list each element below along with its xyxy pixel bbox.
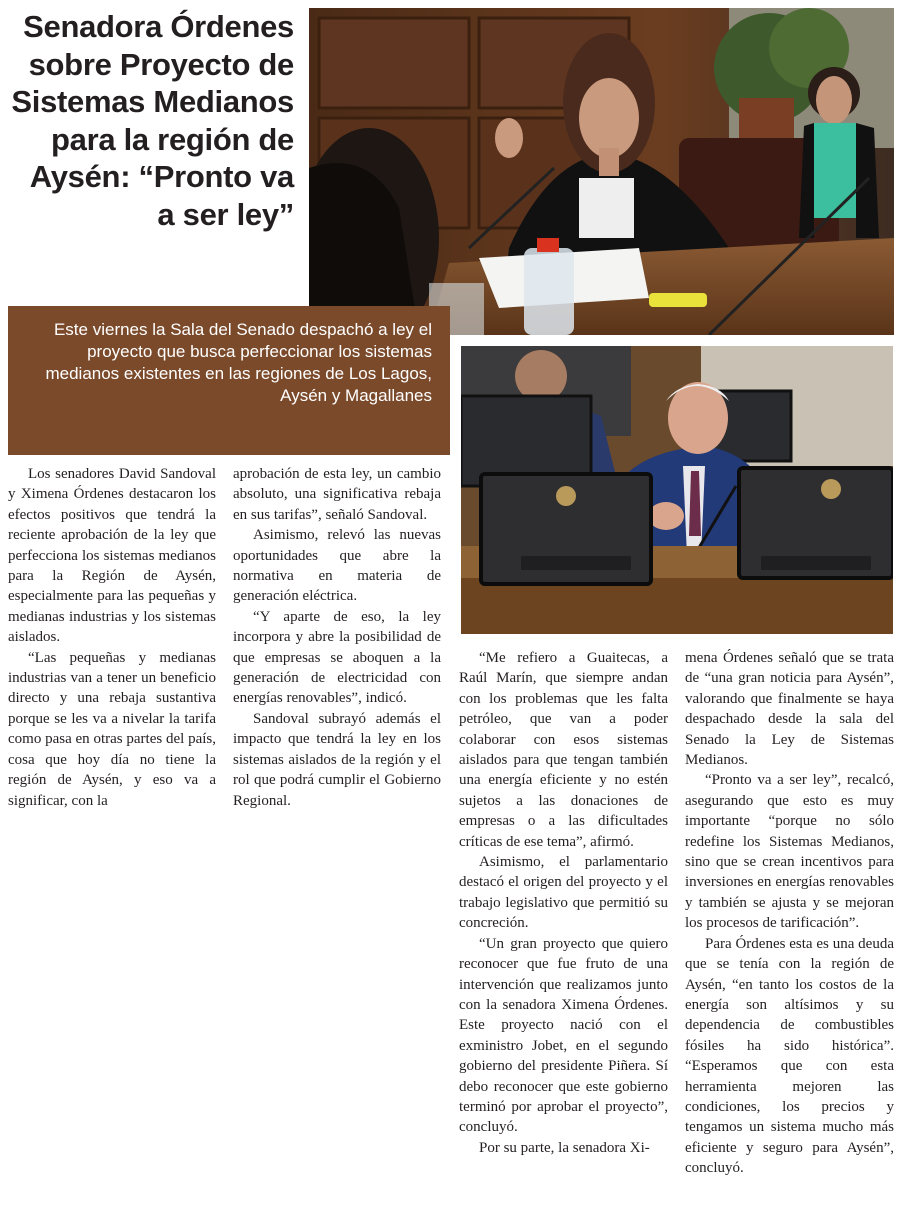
senator-sandoval-photo (461, 346, 893, 634)
paragraph: Sandoval subrayó además el impacto que tendrá la ley en los sistemas aislados de la región y el rol que podrá cumplir el Gobierno Regional. (233, 710, 441, 809)
paragraph: Asimismo, relevó las nuevas oportunidades que abre la normativa en materia de generación eléctrica. (233, 527, 441, 605)
paragraph: aprobación de esta ley, un cambio absoluto, una significativa rebaja en sus tarifas”, señaló Sandoval. (233, 466, 441, 523)
article-column-2 (233, 464, 441, 811)
senator-ordenes-photo (309, 8, 894, 335)
paragraph: “Un gran proyecto que quiero reconocer que fue fruto de una intervención que realizamos junto con la senadora Ximena Órdenes. Este proyecto nació con el exministro Jobet, en el segundo gobierno del presidente Piñera. Sí debo reconocer que este gobierno terminó por aprobar el proyecto”, concluyó. (459, 935, 668, 1136)
article-lead: Este viernes la Sala del Senado despachó a ley el proyecto que busca perfeccionar los sistemas medianos existentes en las regiones de Los Lagos, Aysén y Magallanes (8, 306, 450, 455)
article-headline: Senadora Órdenes sobre Proyecto de Sistemas Medianos para la región de Aysén: “Pronto va a ser ley” (11, 9, 294, 232)
paragraph: “Me refiero a Guaitecas, a Raúl Marín, que siempre andan con los problemas que les falta petróleo, que van a poder colaborar con esos sistemas aislados para que tengan también una energía eficiente y no estén sujetos a las donaciones de empresas o a las dificultades críticas de ese tema”, afirmó. (459, 650, 668, 850)
paragraph: “Las pequeñas y medianas industrias van a tener un beneficio directo y una rebaja sustantiva porque se les va a nivelar la tarifa como pasa en otras partes del país, cosa que hoy día no tiene la región de Aysén, y eso va a significar, con la (8, 649, 216, 809)
paragraph: “Pronto va a ser ley”, recalcó, asegurando que esto es muy importante “porque no sólo redefine los Sistemas Medianos, sino que se crean incentivos para inversiones en energías renovables y también se ajusta y se mejoran los procesos de tarificación”. (685, 772, 894, 932)
paragraph: Por su parte, la senadora Xi- (479, 1139, 650, 1156)
paragraph: mena Órdenes señaló que se trata de “una gran noticia para Aysén”, valorando que finalmente se haya despachado desde la sala del Senado la Ley de Sistemas Medianos. (685, 650, 894, 769)
paragraph: “Y aparte de eso, la ley incorpora y abre la posibilidad de que empresas se aboquen a la generación de electricidad con energías renovables”, indicó. (233, 608, 441, 707)
paragraph: Los senadores David Sandoval y Ximena Órdenes destacaron los efectos positivos que tendrá la reciente aprobación de la ley que perfecciona los sistemas medianos para la Región de Aysén, especialmente para las pequeñas y medianas industrias y los sistemas aislados. (8, 466, 216, 646)
paragraph: Asimismo, el parlamentario destacó el origen del proyecto y el trabajo legislativo que permitió su concreción. (459, 854, 668, 932)
article-column-4 (685, 648, 894, 1179)
article-column-1 (8, 464, 216, 811)
article-column-3 (459, 648, 668, 1158)
paragraph: Para Órdenes esta es una deuda que se tenía con la región de Aysén, “en tanto los costos de la energía son altísimos y su dependencia de combustibles fósiles ha sido histórica”. “Esperamos que con esta herramienta mejoren las condiciones, los precios y tengamos un sistema mucho más eficiente y seguro para Aysén”, concluyó. (685, 935, 894, 1177)
